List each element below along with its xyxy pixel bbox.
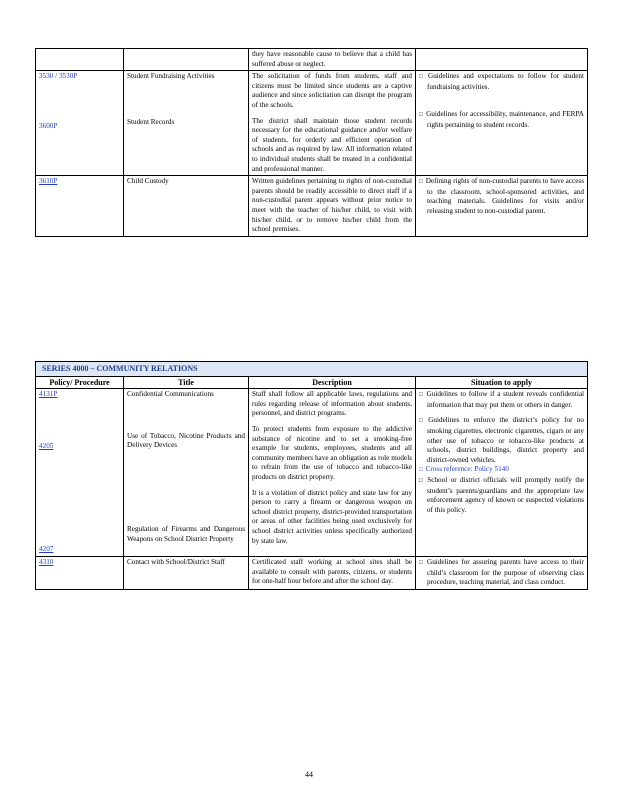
column-header-row	[36, 376, 588, 389]
column-header-situation: Situation to apply	[416, 376, 588, 389]
situation-item: □ Guidelines for accessibility, maintenance, and FERPA rights pertaining to student records.	[419, 110, 584, 130]
policy-code	[36, 71, 124, 176]
column-header-title: Title	[124, 376, 249, 389]
situation-item: □ School or district officials will promptly notify the student’s parents/guardians and the appropriate law enforcement agency of known or suspected violations of this policy.	[419, 476, 584, 515]
table-row	[36, 176, 588, 237]
policy-code-text: 3600P	[39, 121, 58, 130]
policy-title	[124, 389, 249, 557]
policy-description	[249, 71, 416, 176]
policy-description: they have reasonable cause to believe that a child has suffered abuse or neglect.	[249, 49, 416, 71]
policy-situation	[416, 49, 588, 71]
situation-item: □ Guidelines to follow if a student reveals confidential information that may put them or others in danger.	[419, 390, 584, 410]
series-label: SERIES 4000 – COMMUNITY RELATIONS	[36, 362, 588, 377]
policy-situation	[416, 389, 588, 557]
policy-link-4205[interactable]: 4205	[39, 441, 54, 450]
policy-code	[36, 389, 124, 557]
policy-link-3610p[interactable]: 3610P	[39, 177, 58, 186]
column-header-description: Description	[249, 376, 416, 389]
cross-reference: □ Cross reference: Policy 5140	[419, 465, 584, 476]
policy-link-4207[interactable]: 4207	[39, 545, 54, 554]
policy-title: Contact with School/District Staff	[124, 556, 249, 589]
policy-title-text: Regulation of Firearms and Dangerous Weapons on School District Property	[127, 524, 245, 543]
situation-item: □ Guidelines for assuring parents have access to their child’s classroom for the purpose of observing class procedure, teaching material, and class conduct.	[419, 558, 584, 588]
policy-title-text: Confidential Communications	[127, 390, 214, 399]
policy-code	[36, 556, 124, 589]
table-row	[36, 49, 588, 71]
policy-link-4310[interactable]: 4310	[39, 557, 54, 566]
policy-description-text: The district shall maintain those student records necessary for the educational guidance and/or welfare of students, for orderly and efficient operation of schools and as required by law. All information related to individual students shall be treated in a confidential and professional manner.	[252, 116, 412, 173]
page-number: 44	[305, 770, 313, 779]
policy-description: Written guidelines pertaining to rights of non-custodial parents should be readily accessible to direct staff if a non-custodial parent appears without prior notice to meet with the teacher of his/her child, to visit with his/her child, or to remove his/her child from the school premises.	[249, 176, 416, 237]
policy-description-text: It is a violation of district policy and state law for any person to carry a firearm or dangerous weapon on school district property, district-provided transportation or areas of other facilities being used exclusively for school district activities unless specifically authorized by state law.	[252, 488, 412, 545]
policy-code-text: 3530 / 3530P	[39, 72, 78, 81]
policy-description: Certificated staff working at school sites shall be available to consult with parents, citizens, or students for one-half hour before and after the school day.	[249, 556, 416, 589]
policy-table-series-3000	[35, 48, 588, 237]
policy-situation	[416, 71, 588, 176]
policy-title	[124, 49, 249, 71]
policy-description-text: To protect students from exposure to the addictive substance of nicotine and to set a smoking-free example for students, employees, students and all community members have an obligation as role models to refrain from the use of tobacco and tobacco-like products on district property.	[252, 424, 412, 481]
situation-item: □ Guidelines to enforce the district’s policy for no smoking cigarettes, electronic cigarettes, cigars or any other use of tobacco or tobacco-like products at schools, district buildings, district property and district-owned vehicles.	[419, 416, 584, 465]
policy-description	[249, 389, 416, 557]
situation-item: □ Guidelines and expectations to follow for student fundraising activities.	[419, 72, 584, 92]
policy-description-text: Staff shall follow all applicable laws, regulations and rules regarding release of information about students, personnel, and district programs.	[252, 390, 412, 418]
policy-title-text: Use of Tobacco, Nicotine Products and Delivery Devices	[127, 431, 245, 450]
policy-link-4131p[interactable]: 4131P	[39, 390, 58, 399]
table-row	[36, 556, 588, 589]
policy-title-text: Student Records	[127, 117, 175, 126]
policy-situation	[416, 176, 588, 237]
policy-situation	[416, 556, 588, 589]
table-row	[36, 389, 588, 557]
policy-code	[36, 49, 124, 71]
policy-code	[36, 176, 124, 237]
situation-item: □ Defining rights of non-custodial parents to have access to the classroom, school-sponsored activities, and teaching materials. Guidelines for visits and/or releasing student to non-custodial parent.	[419, 177, 584, 216]
policy-title-text: Student Fundraising Activities	[127, 72, 215, 81]
policy-title: Child Custody	[124, 176, 249, 237]
table-row	[36, 71, 588, 176]
policy-description-text: The solicitation of funds from students, staff and citizens must be limited since students are a captive audience and since solicitation can disrupt the program of the schools.	[252, 72, 412, 109]
column-header-policy: Policy/ Procedure	[36, 376, 124, 389]
policy-title	[124, 71, 249, 176]
series-header-row	[36, 362, 588, 377]
policy-table-series-4000	[35, 361, 588, 590]
